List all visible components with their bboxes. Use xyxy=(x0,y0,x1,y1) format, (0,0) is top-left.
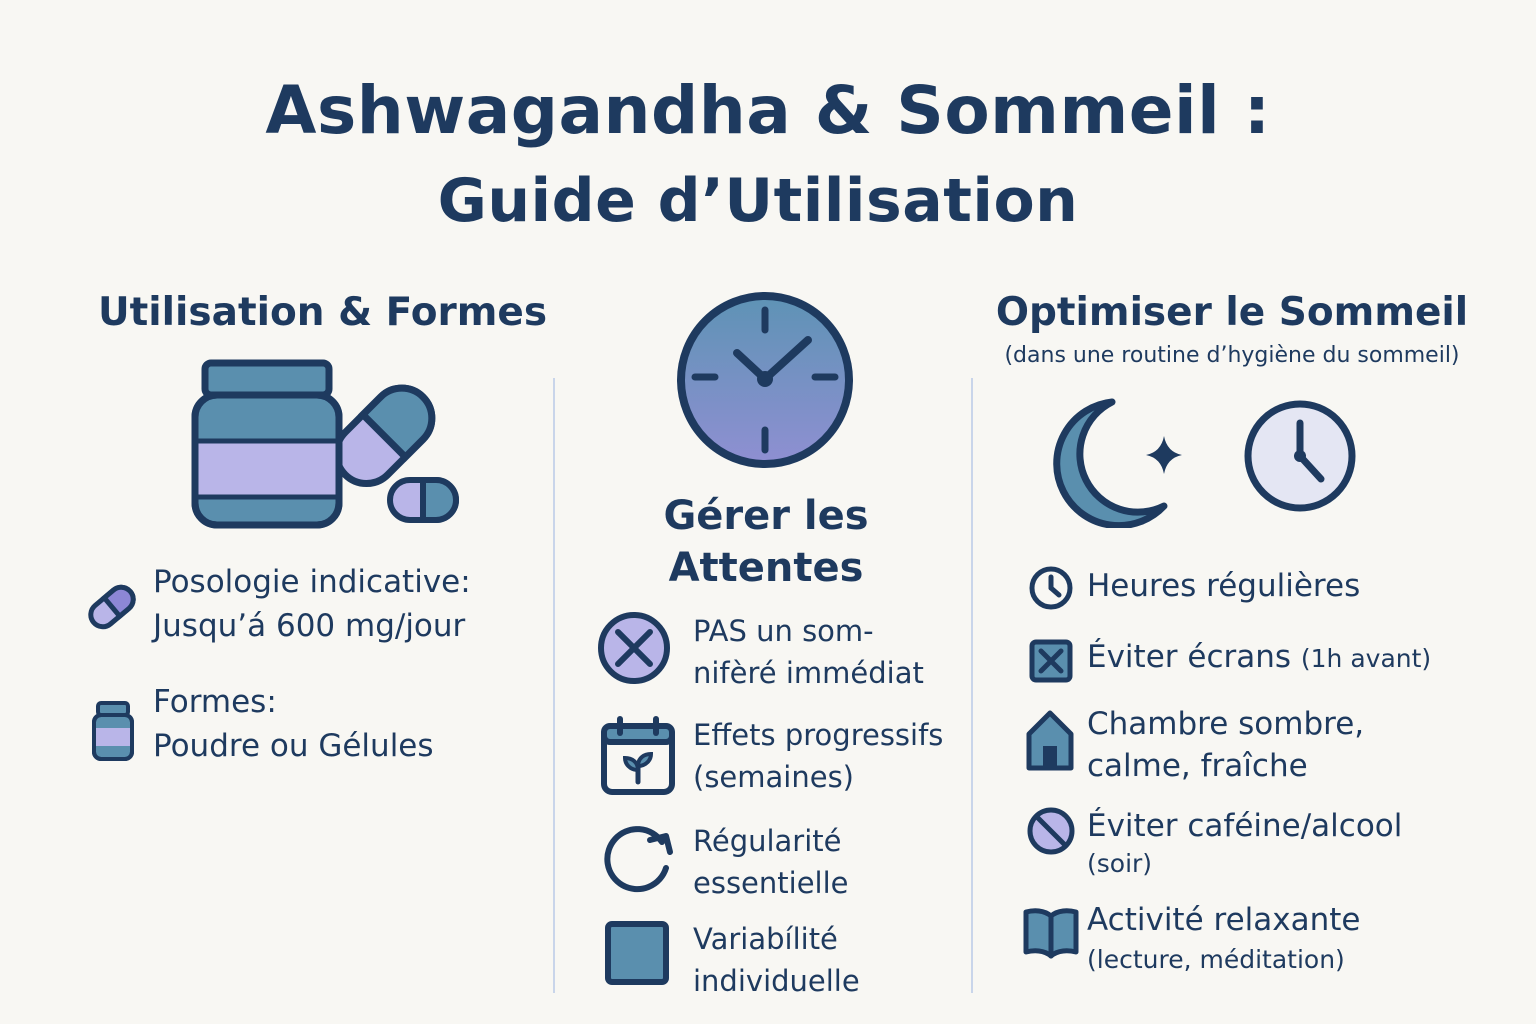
page-title: Ashwagandha & Sommeil : xyxy=(265,72,1271,149)
calendar-sprout-icon xyxy=(600,716,676,796)
regularity-line2: essentielle xyxy=(693,866,849,900)
avoid-screens-label: Éviter écrans xyxy=(1087,639,1292,675)
clock-large-icon xyxy=(673,288,857,472)
dosage-label: Posologie indicative: xyxy=(153,564,471,600)
square-icon xyxy=(604,920,670,986)
forms-value: Poudre ou Gélules xyxy=(153,728,434,764)
forms-item xyxy=(153,680,434,768)
column-divider-right xyxy=(971,378,973,993)
dosage-value: Jusqu’á 600 mg/jour xyxy=(153,608,466,644)
not-sleeping-pill-item xyxy=(693,610,924,694)
regular-hours-item xyxy=(1087,565,1360,607)
dark-room-line1: Chambre sombre, xyxy=(1087,706,1365,742)
refresh-icon xyxy=(600,820,680,894)
book-icon xyxy=(1022,906,1080,960)
page-subtitle: Guide d’Utilisation xyxy=(437,166,1079,236)
right-section-subheading: (dans une routine d’hygiène du sommeil) xyxy=(1004,343,1460,368)
relaxing-activity-item xyxy=(1087,899,1360,979)
middle-heading-line2: Attentes xyxy=(668,545,864,591)
not-sleeping-pill-line1: PAS un som- xyxy=(693,614,874,648)
avoid-screens-note: (1h avant) xyxy=(1300,644,1432,673)
variability-line1: Variabílité xyxy=(693,922,838,956)
dosage-item xyxy=(153,560,471,648)
dark-room-line2: calme, fraîche xyxy=(1087,748,1308,784)
individual-variability-item xyxy=(693,918,860,1002)
avoid-caffeine-line1: Éviter caféine/alcool xyxy=(1087,808,1403,844)
house-icon xyxy=(1024,708,1076,772)
prohibited-icon xyxy=(1026,806,1076,856)
forms-label: Formes: xyxy=(153,684,277,720)
variability-line2: individuelle xyxy=(693,964,860,998)
regular-hours-label: Heures régulières xyxy=(1087,568,1361,604)
avoid-caffeine-line2: (soir) xyxy=(1087,849,1153,878)
regularity-item xyxy=(693,820,849,904)
no-cross-icon xyxy=(596,610,672,686)
dark-room-item xyxy=(1087,703,1364,787)
avoid-screens-item xyxy=(1087,636,1431,680)
screen-off-icon xyxy=(1028,638,1074,684)
relaxing-activity-line1: Activité relaxante xyxy=(1087,902,1361,938)
not-sleeping-pill-line2: nifèré immédiat xyxy=(693,656,924,690)
left-section-heading: Utilisation & Formes xyxy=(98,290,548,335)
middle-section-heading xyxy=(560,490,972,594)
right-section-heading: Optimiser le Sommeil xyxy=(995,290,1469,335)
clock-icon xyxy=(1028,565,1074,611)
regularity-line1: Régularité xyxy=(693,824,842,858)
supplement-bottle-icon xyxy=(90,700,136,762)
progressive-effects-line2: (semaines) xyxy=(693,760,854,794)
progressive-effects-line1: Effets progressifs xyxy=(693,718,944,752)
column-divider-left xyxy=(553,378,555,993)
clock-small-icon xyxy=(1243,399,1357,513)
relaxing-activity-line2: (lecture, méditation) xyxy=(1087,945,1345,974)
moon-star-icon xyxy=(1052,398,1192,528)
capsule-icon xyxy=(84,582,140,632)
avoid-caffeine-item xyxy=(1087,805,1402,881)
supplement-jar-illustration-icon xyxy=(185,355,465,535)
progressive-effects-item xyxy=(693,714,943,798)
middle-heading-line1: Gérer les xyxy=(663,493,869,539)
